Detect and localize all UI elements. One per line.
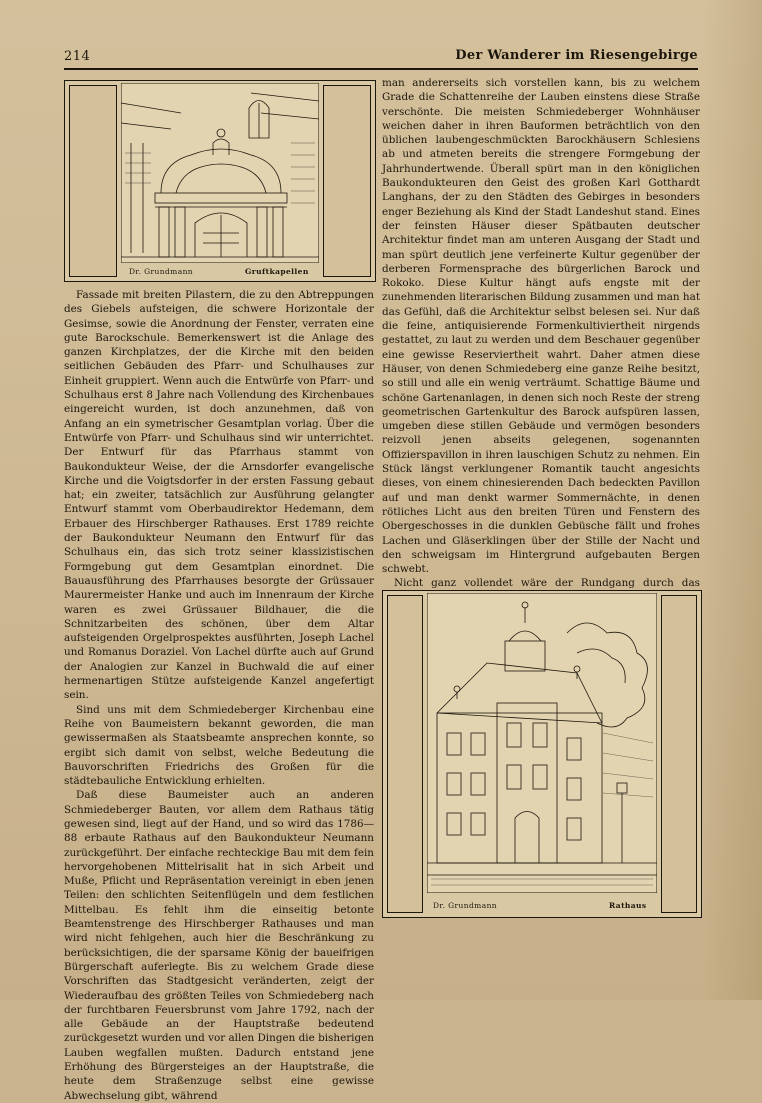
illustration-side-panel-left [387,595,423,913]
paragraph: man andererseits sich vorstellen kann, bis zu welchem Grade die Schattenreihe der Lauben einstens diese Straße verschönte. Die meisten Schmiedeberger Wohnhäuser weichen daher in ihren Bauformen beträchtlich von den üblichen laubengeschmückten Barockhäusern Schlesiens ab und atmeten bereits die strengere Formgebung der Jahrhundertwende. Überall spürt man in den königlichen Baukondukteuren den Geist des großen Karl Gotthardt Langhans, der zu den Städten des Gebirges in besonders enger Beziehung als Kind der Stadt Landeshut stand. Eines der feinsten Häuser dieser Spätbauten deutscher Architektur findet man am unteren Ausgang der Stadt und man spürt deutlich jene verfeinerte Kultur gegenüber der derberen Formensprache des bürgerlichen Barock und Rokoko. Diese Kultur hängt aufs engste mit der zunehmenden literarischen Bildung zusammen und man hat das Gefühl, daß die Architektur selbst belesen sei. Nur daß die feine, antiquisierende Formenkultiviertheit nirgends gestattet, zu laut zu werden und dem Beschauer gegenüber eine gewisse Reserviertheit wahrt. Daher atmen diese Häuser, von denen Schmiedeberg eine ganze Reihe besitzt, so still und alle ein wenig verträumt. Schattige Bäume und schöne Gartenanlagen, in denen sich noch Reste der streng geometrischen Gartenkultur des Barock aufspüren lassen, umgeben diese stillen Gebäude und vermögen besonders reizvoll jenen abseits gelegenen, sogenannten Offizierspavillon in ihren lauschigen Schutz zu nehmen. Ein Stück längst verklungener Romantik taucht angesichts dieses, von einem chinesierenden Dach bedeckten Pavillon auf und man denkt warmer Sommernächte, in denen rötliches Licht aus den breiten Türen und Fenstern des Obergeschosses in die dunklen Gebüsche fällt und frohes Lachen und Gläserklingen über der Stille der Nacht und den schweigsam im Hintergrund aufgebauten Bergen schwebt. [382,77,700,576]
illustration-side-panel-left [69,85,117,277]
illustration-side-panel-right [661,595,697,913]
paragraph: Sind uns mit dem Schmiedeberger Kirchenbau eine Reihe von Baumeistern bekannt geworden, die man gewissermaßen als Staatsbeamte ansprechen konnte, so ergibt sich damit von selbst, welche Bedeutung die Bauvorschriften Friedrichs des Großen für die städtebauliche Entwicklung erhielten. [64,703,374,788]
illustration-gruftkapellen [64,80,376,282]
rathaus-drawing [427,593,657,893]
paragraph: Daß diese Baumeister auch an anderen Schmiedeberger Bauten, vor allem dem Rathaus tätig gewesen sind, liegt auf der Hand, und so wird das 1786—88 erbaute Rathaus auf den Baukondukteur Neumann zurückgeführt. Der einfache rechteckige Bau mit dem fein hervorgehobenen Mittelrisalit hat in sich Arbeit und Muße, Pflicht und Repräsentation vereinigt in eben jenen Teilen: den schlichten Seitenflügeln und dem festlichen Mittelbau. Es fehlt ihm die einseitig betonte Beamtenstrenge des Hirschberger Rathauses und man wird nicht fehlgehen, auch hier die Beschränkung zu berücksichtigen, die der sparsame König der baueifrigen Bürgerschaft auferlegte. Bis zu welchem Grade diese Vorschriften das Stadtgesicht veränderten, zeigt der Wiederaufbau des größten Teiles von Schmiedeberg nach der furchtbaren Feuersbrunst vom Jahre 1792, nach der alle Gebäude an der Hauptstraße bedeutend zurückgesetzt wurden und vor allen Dingen die bisherigen Lauben wegfallen mußten. Dadurch entstand jene Erhöhung des Bürgersteiges an der Hauptstraße, die heute dem Straßenzuge selbst eine gewisse Abwechselung gibt, während [64,789,374,1102]
text-column-right [382,76,700,590]
page-header [64,46,698,70]
paragraph: Nicht ganz vollendet wäre der Rundgang durch das [394,577,700,590]
illustration-title-caption: Rathaus [609,901,647,910]
illustration-artist-caption: Dr. Grundmann [433,901,498,910]
gruftkapellen-drawing [121,83,319,263]
page-number: 214 [64,49,91,64]
illustration-artist-caption: Dr. Grundmann [129,267,194,276]
text-column-left [64,288,374,1102]
running-title: Der Wanderer im Riesengebirge [455,48,698,63]
illustration-title-caption: Gruftkapellen [245,267,309,276]
illustration-side-panel-right [323,85,371,277]
illustration-rathaus [382,590,702,918]
paragraph: Fassade mit breiten Pilastern, die zu den Abtreppungen des Giebels aufsteigen, die schwere Horizontale der Gesimse, sowie die Anordnung der Fenster, verraten eine gute Barockschule. Bemerkenswert ist die Anlage des ganzen Kirchplatzes, der die Kirche mit den beiden seitlichen Gebäuden des Pfarr- und Schulhauses zur Einheit gruppiert. Wenn auch die Entwürfe von Pfarr- und Schulhaus erst 8 Jahre nach Vollendung des Kirchenbaues eingereicht wurden, ist doch anzunehmen, daß von Anfang an ein symetrischer Gesamtplan vorlag. Über die Entwürfe von Pfarr- und Schulhaus sind wir unterrichtet. Der Entwurf für das Pfarrhaus stammt von Baukondukteur Weise, der die Arnsdorfer evangelische Kirche und die Voigtsdorfer in der ersten Fassung gebaut hat; ein zweiter, tatsächlich zur Ausführung gelangter Entwurf stammt vom Oberbaudirektor Hedemann, dem Erbauer des Hirschberger Rathauses. Erst 1789 reichte der Baukondukteur Neumann den Entwurf für das Schulhaus ein, das sich trotz seiner klassizistischen Formgebung gut dem Gesamtplan einordnet. Die Bauausführung des Pfarrhauses besorgte der Grüssauer Maurermeister Hanke und auch im Innenraum der Kirche waren es zwei Grüssauer Bildhauer, die die Schnitzarbeiten des schönen, über dem Altar aufsteigenden Orgelprospektes ausführten, Joseph Lachel und Romanus Doraziel. Von Lachel dürfte auch auf Grund der Analogien zur Kanzel in Buchwald die auf einer hermenartigen Stütze aufsteigende Kanzel angefertigt sein. [64,289,374,702]
